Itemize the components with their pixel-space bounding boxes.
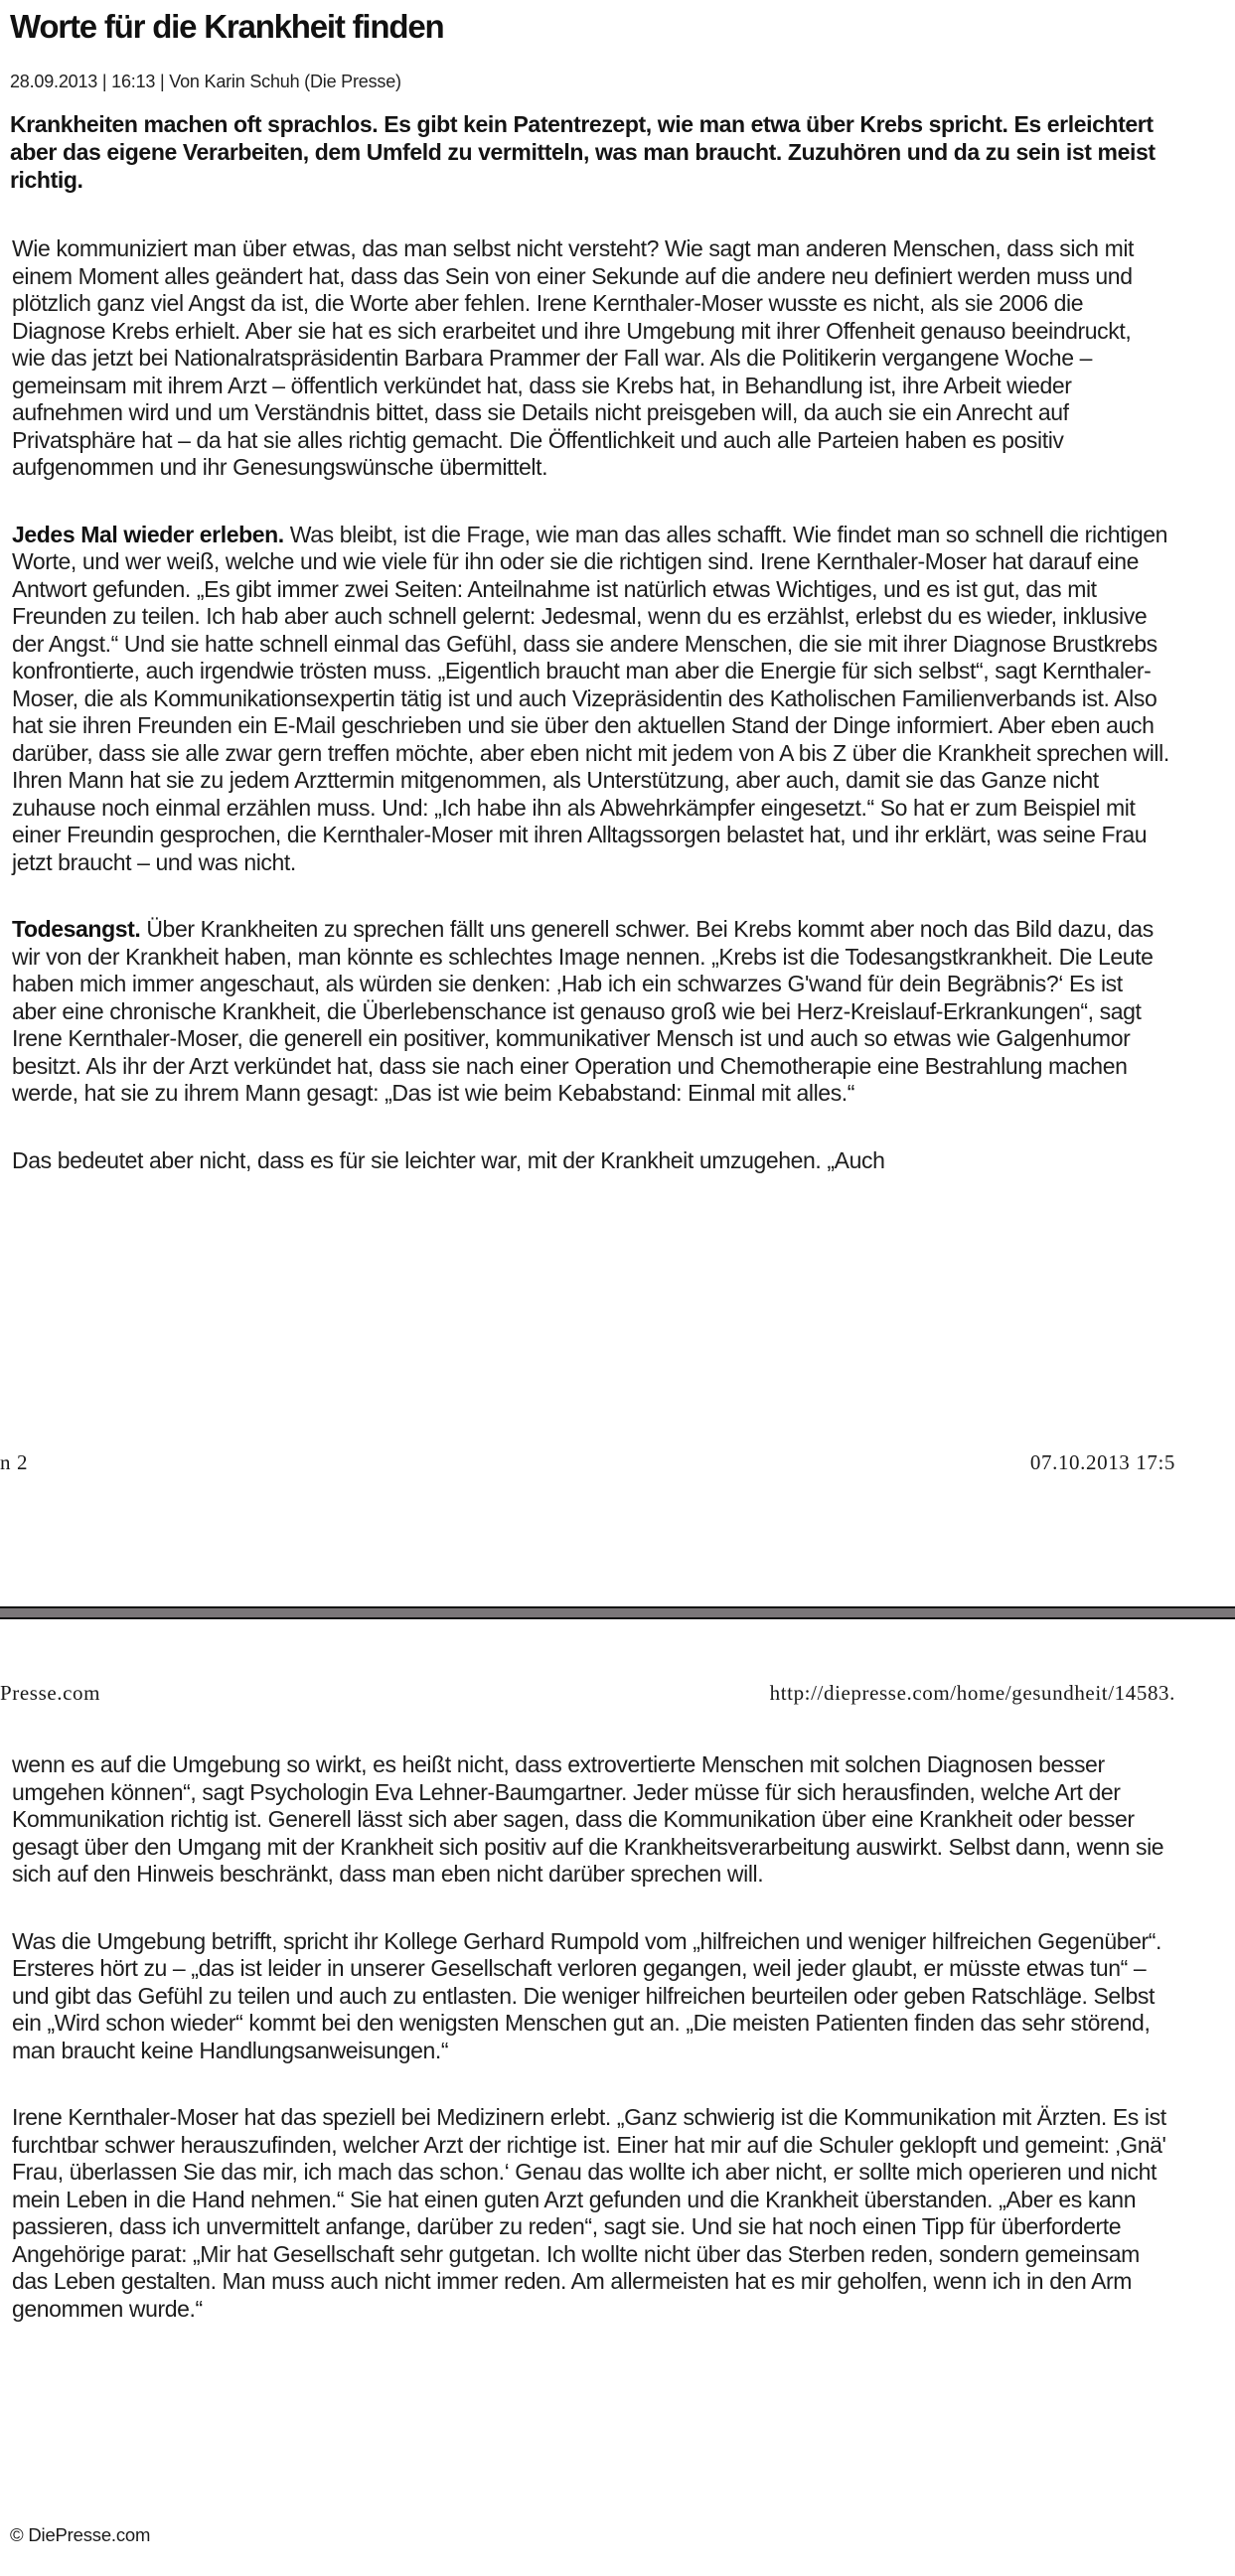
site-name-fragment: Presse.com [0,1681,101,1705]
paragraph [12,1751,1169,1889]
paragraph-text: Über Krankheiten zu sprechen fällt uns generell schwer. Bei Krebs kommt aber noch das Bild dazu, das wir von der Krankheit haben, man könnte es schlechtes Image nennen. „Krebs ist die Todesangstkrankheit. Die Leute haben mich immer angeschaut, als würden sie denken: ‚Hab ich ein schwarzes G'wand für dein Begräbnis?‘ Es ist aber eine chronische Krankheit, die Überlebenschance ist genauso groß wie bei Herz-Kreislauf-Erkrankungen“, sagt Irene Kernthaler-Moser, die generell ein positiver, kommunikativer Mensch ist und auch so etwas wie Galgenhumor besitzt. Als ihr der Arzt verkündet hat, dass sie nach einer Operation und Chemotherapie eine Bestrahlung machen werde, hat sie zu ihrem Mann gesagt: „Das ist wie beim Kebabstand: Einmal mit alles.“ [12,916,1154,1106]
article-url: http://diepresse.com/home/gesundheit/14583. [769,1681,1175,1705]
lead-paragraph: Krankheiten machen oft sprachlos. Es gibt kein Patentrezept, wie man etwa über Krebs spricht. Es erleichtert aber das eigene Verarbeiten, dem Umfeld zu vermitteln, was man braucht. Zuzuhören und da zu sein ist meist richtig. [10,111,1156,193]
article-body-page-2 [12,1751,1169,2362]
article-body-page-1 [12,235,1169,1214]
paragraph-text: wenn es auf die Umgebung so wirkt, es heißt nicht, dass extrovertierte Menschen mit solchen Diagnosen besser umgehen können“, sagt Psychologin Eva Lehner-Baumgartner. Jeder müsse für sich herausfinden, welche Art der Kommunikation richtig ist. Generell lässt sich aber sagen, dass die Kommunikation über eine Krankheit oder besser gesagt über den Umgang mit der Krankheit sich positiv auf die Krankheitsverarbeitung auswirkt. Selbst dann, wenn sie sich auf den Hinweis beschränkt, dass man eben nicht darüber sprechen will. [12,1751,1164,1887]
paragraph-text: Was bleibt, ist die Frage, wie man das alles schafft. Wie findet man so schnell die richtigen Worte, und wer weiß, welche und wie viele für ihn oder sie die richtigen sind. Irene Kernthaler-Moser hat darauf eine Antwort gefunden. „Es gibt immer zwei Seiten: Anteilnahme ist natürlich etwas Wichtiges, und es ist gut, das mit Freunden zu teilen. Ich hab aber auch schnell gelernt: Jedesmal, wenn du es erzählst, erlebst du es wieder, inklusive der Angst.“ Und sie hatte schnell einmal das Gefühl, dass sie andere Menschen, die sie mit ihrer Diagnose Brustkrebs konfrontierte, auch irgendwie trösten muss. „Eigentlich braucht man aber die Energie für sich selbst“, sagt Kernthaler-Moser, die als Kommunikationsexpertin tätig ist und auch Vizepräsidentin des Katholischen Familienverbands ist. Also hat sie ihren Freunden ein E-Mail geschrieben und sie über den aktuellen Stand der Dinge informiert. Aber eben auch darüber, dass sie alle zwar gern treffen möchte, aber eben nicht mit jedem von A bis Z über die Krankheit sprechen will. Ihren Mann hat sie zu jedem Arzttermin mitgenommen, als Unterstützung, aber auch, damit sie das Ganze nicht zuhause noch einmal erzählen muss. Und: „Ich habe ihn als Abwehrkämpfer eingesetzt.“ So hat er zum Beispiel mit einer Freundin gesprochen, die Kernthaler-Moser mit ihren Alltagssorgen belastet hat, und ihr erklärt, was seine Frau jetzt braucht – und was nicht. [12,521,1169,875]
paragraph [12,916,1169,1108]
paragraph [12,522,1169,877]
paragraph-lead-in: Todesangst. [12,916,141,942]
paragraph [12,235,1169,482]
page1-print-footer [0,1450,1175,1475]
page-title: Worte für die Krankheit finden [10,8,444,45]
paragraph [12,1147,1169,1175]
paragraph-text: Das bedeutet aber nicht, dass es für sie leichter war, mit der Krankheit umzugehen. „Auch [12,1146,885,1173]
page-number-fragment: n 2 [0,1450,29,1474]
print-timestamp: 07.10.2013 17:5 [1029,1450,1175,1474]
paragraph-text: Irene Kernthaler-Moser hat das speziell bei Medizinern erlebt. „Ganz schwierig ist die Kommunikation mit Ärzten. Es ist furchtbar schwer herauszufinden, welcher Arzt der richtige ist. Einer hat mir auf die Schuler geklopft und gemeint: ‚Gnä' Frau, überlassen Sie das mir, ich mach das schon.‘ Genau das wollte ich aber nicht, er sollte mich operieren und nicht mein Leben in die Hand nehmen.“ Sie hat einen guten Arzt gefunden und die Krankheit überstanden. „Aber es kann passieren, dass ich unvermittelt anfange, darüber zu reden“, sagt sie. Und sie hat noch einen Tipp für überforderte Angehörige parat: „Mir hat Gesellschaft sehr gutgetan. Ich wollte nicht über das Sterben reden, sondern gemeinsam das Leben gestalten. Man muss auch nicht immer reden. Am allermeisten hat es mir geholfen, wenn ich in den Arm genommen wurde.“ [12,2104,1166,2322]
paragraph-lead-in: Jedes Mal wieder erleben. [12,521,284,547]
paragraph [12,1928,1169,2065]
page2-print-header [0,1681,1175,1706]
page-break-divider [0,1606,1235,1619]
paragraph [12,2104,1169,2323]
byline: 28.09.2013 | 16:13 | Von Karin Schuh (Die Presse) [10,72,401,91]
copyright-notice: © DiePresse.com [10,2524,151,2545]
paragraph-text: Was die Umgebung betrifft, spricht ihr Kollege Gerhard Rumpold vom „hilfreichen und weniger hilfreichen Gegenüber“. Ersteres hört zu – „das ist leider in unserer Gesellschaft verloren gegangen, weil jeder glaubt, er müsste etwas tun“ – und gibt das Gefühl zu teilen und auch zu entlasten. Die weniger hilfreichen beurteilen oder geben Ratschläge. Selbst ein „Wird schon wieder“ kommt bei den wenigsten Menschen gut an. „Die meisten Patienten finden das sehr störend, man braucht keine Handlungsanweisungen.“ [12,1927,1161,2063]
paragraph-text: Wie kommuniziert man über etwas, das man selbst nicht versteht? Wie sagt man anderen Menschen, dass sich mit einem Moment alles geändert hat, dass das Sein von einer Sekunde auf die andere neu definiert werden muss und plötzlich ganz viel Angst da ist, die Worte aber fehlen. Irene Kernthaler-Moser wusste es nicht, als sie 2006 die Diagnose Krebs erhielt. Aber sie hat es sich erarbeitet und ihre Umgebung mit ihrer Offenheit genauso beeindruckt, wie das jetzt bei Nationalratspräsidentin Barbara Prammer der Fall war. Als die Politikerin vergangene Woche – gemeinsam mit ihrem Arzt – öffentlich verkündet hat, dass sie Krebs hat, in Behandlung ist, ihre Arbeit wieder aufnehmen wird und um Verständnis bittet, dass sie Details nicht preisgeben will, da auch sie ein Anrecht auf Privatsphäre hat – da hat sie alles richtig gemacht. Die Öffentlichkeit und auch alle Parteien haben es positiv aufgenommen und ihr Genesungswünsche übermittelt. [12,235,1135,480]
print-page-2 [0,1619,1235,2576]
